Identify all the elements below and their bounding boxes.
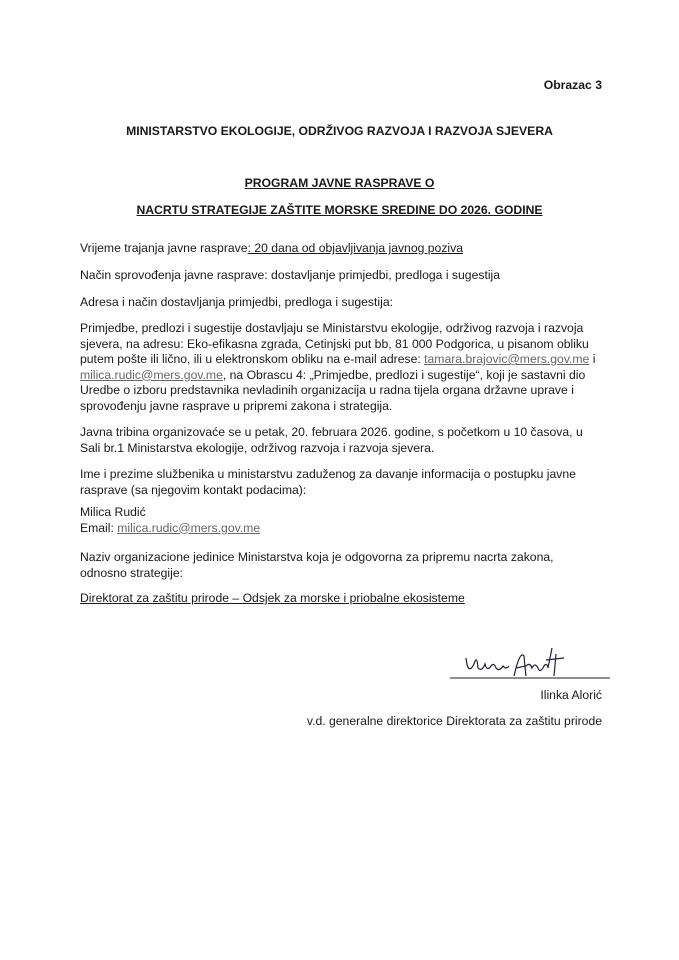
unit-heading: Naziv organizacione jedinice Ministarstva koja je odgovorna za pripremu nacrta zakona, bbox=[80, 550, 554, 564]
ministry-name: MINISTARSTVO EKOLOGIJE, ODRŽIVOG RAZVOJA I RAZVOJA SJEVERA bbox=[126, 124, 553, 138]
duration-value: : 20 dana od objavljivanja javnog poziva bbox=[247, 241, 464, 255]
org-unit: Direktorat za zaštitu prirode – Odsjek za morske i priobalne ekosisteme bbox=[80, 591, 465, 605]
duration bbox=[80, 241, 463, 256]
contact-heading: rasprave (sa njegovim kontakt podacima): bbox=[80, 482, 307, 497]
address-line bbox=[80, 368, 585, 383]
duration-label: Vrijeme trajanja javne rasprave bbox=[80, 241, 248, 255]
address-line bbox=[80, 352, 595, 367]
address-line: Uredbe o izboru predstavnika nevladinih organizacija u radna tijela organa državne uprave i bbox=[80, 383, 574, 397]
address-text: putem pošte ili lično, ili u elektronskom obliku na e-mail adrese: bbox=[80, 352, 425, 366]
tribune-line: Sali br.1 Ministarstva ekologije, održivog razvoja i razvoja sjevera. bbox=[80, 440, 435, 455]
address-text: , na Obrascu 4: „Primjedbe, predlozi i sugestije“, koji je sastavni dio bbox=[222, 367, 586, 382]
address-heading: Adresa i način dostavljanja primjedbi, predloga i sugestija: bbox=[80, 295, 393, 309]
title-line-2: NACRTU STRATEGIJE ZAŠTITE MORSKE SREDINE DO 2026. GODINE bbox=[136, 203, 543, 217]
method: Način sprovođenja javne rasprave: dostavljanje primjedbi, predloga i sugestija bbox=[80, 268, 501, 282]
contact-email-link[interactable]: milica.rudic@mers.gov.me bbox=[117, 520, 261, 535]
form-label: Obrazac 3 bbox=[543, 78, 602, 92]
contact-heading: Ime i prezime službenika u ministarstvu zaduženog za davanje informacija o postupku javne bbox=[80, 467, 576, 481]
tribune-line: Javna tribina organizovaće se u petak, 20. februara 2026. godine, s početkom u 10 časova, u bbox=[80, 425, 583, 439]
address-line: sjevera, na adresu: Eko-efikasna zgrada, Cetinjski put bb, 81 000 Podgorica, u pisanom obliku bbox=[80, 336, 589, 351]
unit-heading: odnosno strategije: bbox=[80, 565, 183, 580]
email-link-tamara[interactable]: tamara.brajovic@mers.gov.me bbox=[424, 352, 590, 366]
address-line: Primjedbe, predlozi i sugestije dostavljaju se Ministarstvu ekologije, održivog razvoja i razvoja bbox=[80, 321, 584, 335]
contact-name: Milica Rudić bbox=[80, 505, 146, 519]
address-text: i bbox=[589, 352, 596, 366]
signature bbox=[450, 640, 610, 685]
email-link-milica[interactable]: milica.rudic@mers.gov.me bbox=[80, 367, 223, 382]
contact-email bbox=[80, 521, 260, 536]
signatory-position: v.d. generalne direktorice Direktorata za zaštitu prirode bbox=[306, 714, 602, 728]
email-label: Email: bbox=[80, 520, 118, 535]
title-line-1: PROGRAM JAVNE RASPRAVE O bbox=[244, 176, 435, 190]
signatory-name: Ilinka Alorić bbox=[540, 688, 602, 702]
address-line: sprovođenju javne rasprave u pripremi zakona i strategija. bbox=[80, 398, 393, 413]
